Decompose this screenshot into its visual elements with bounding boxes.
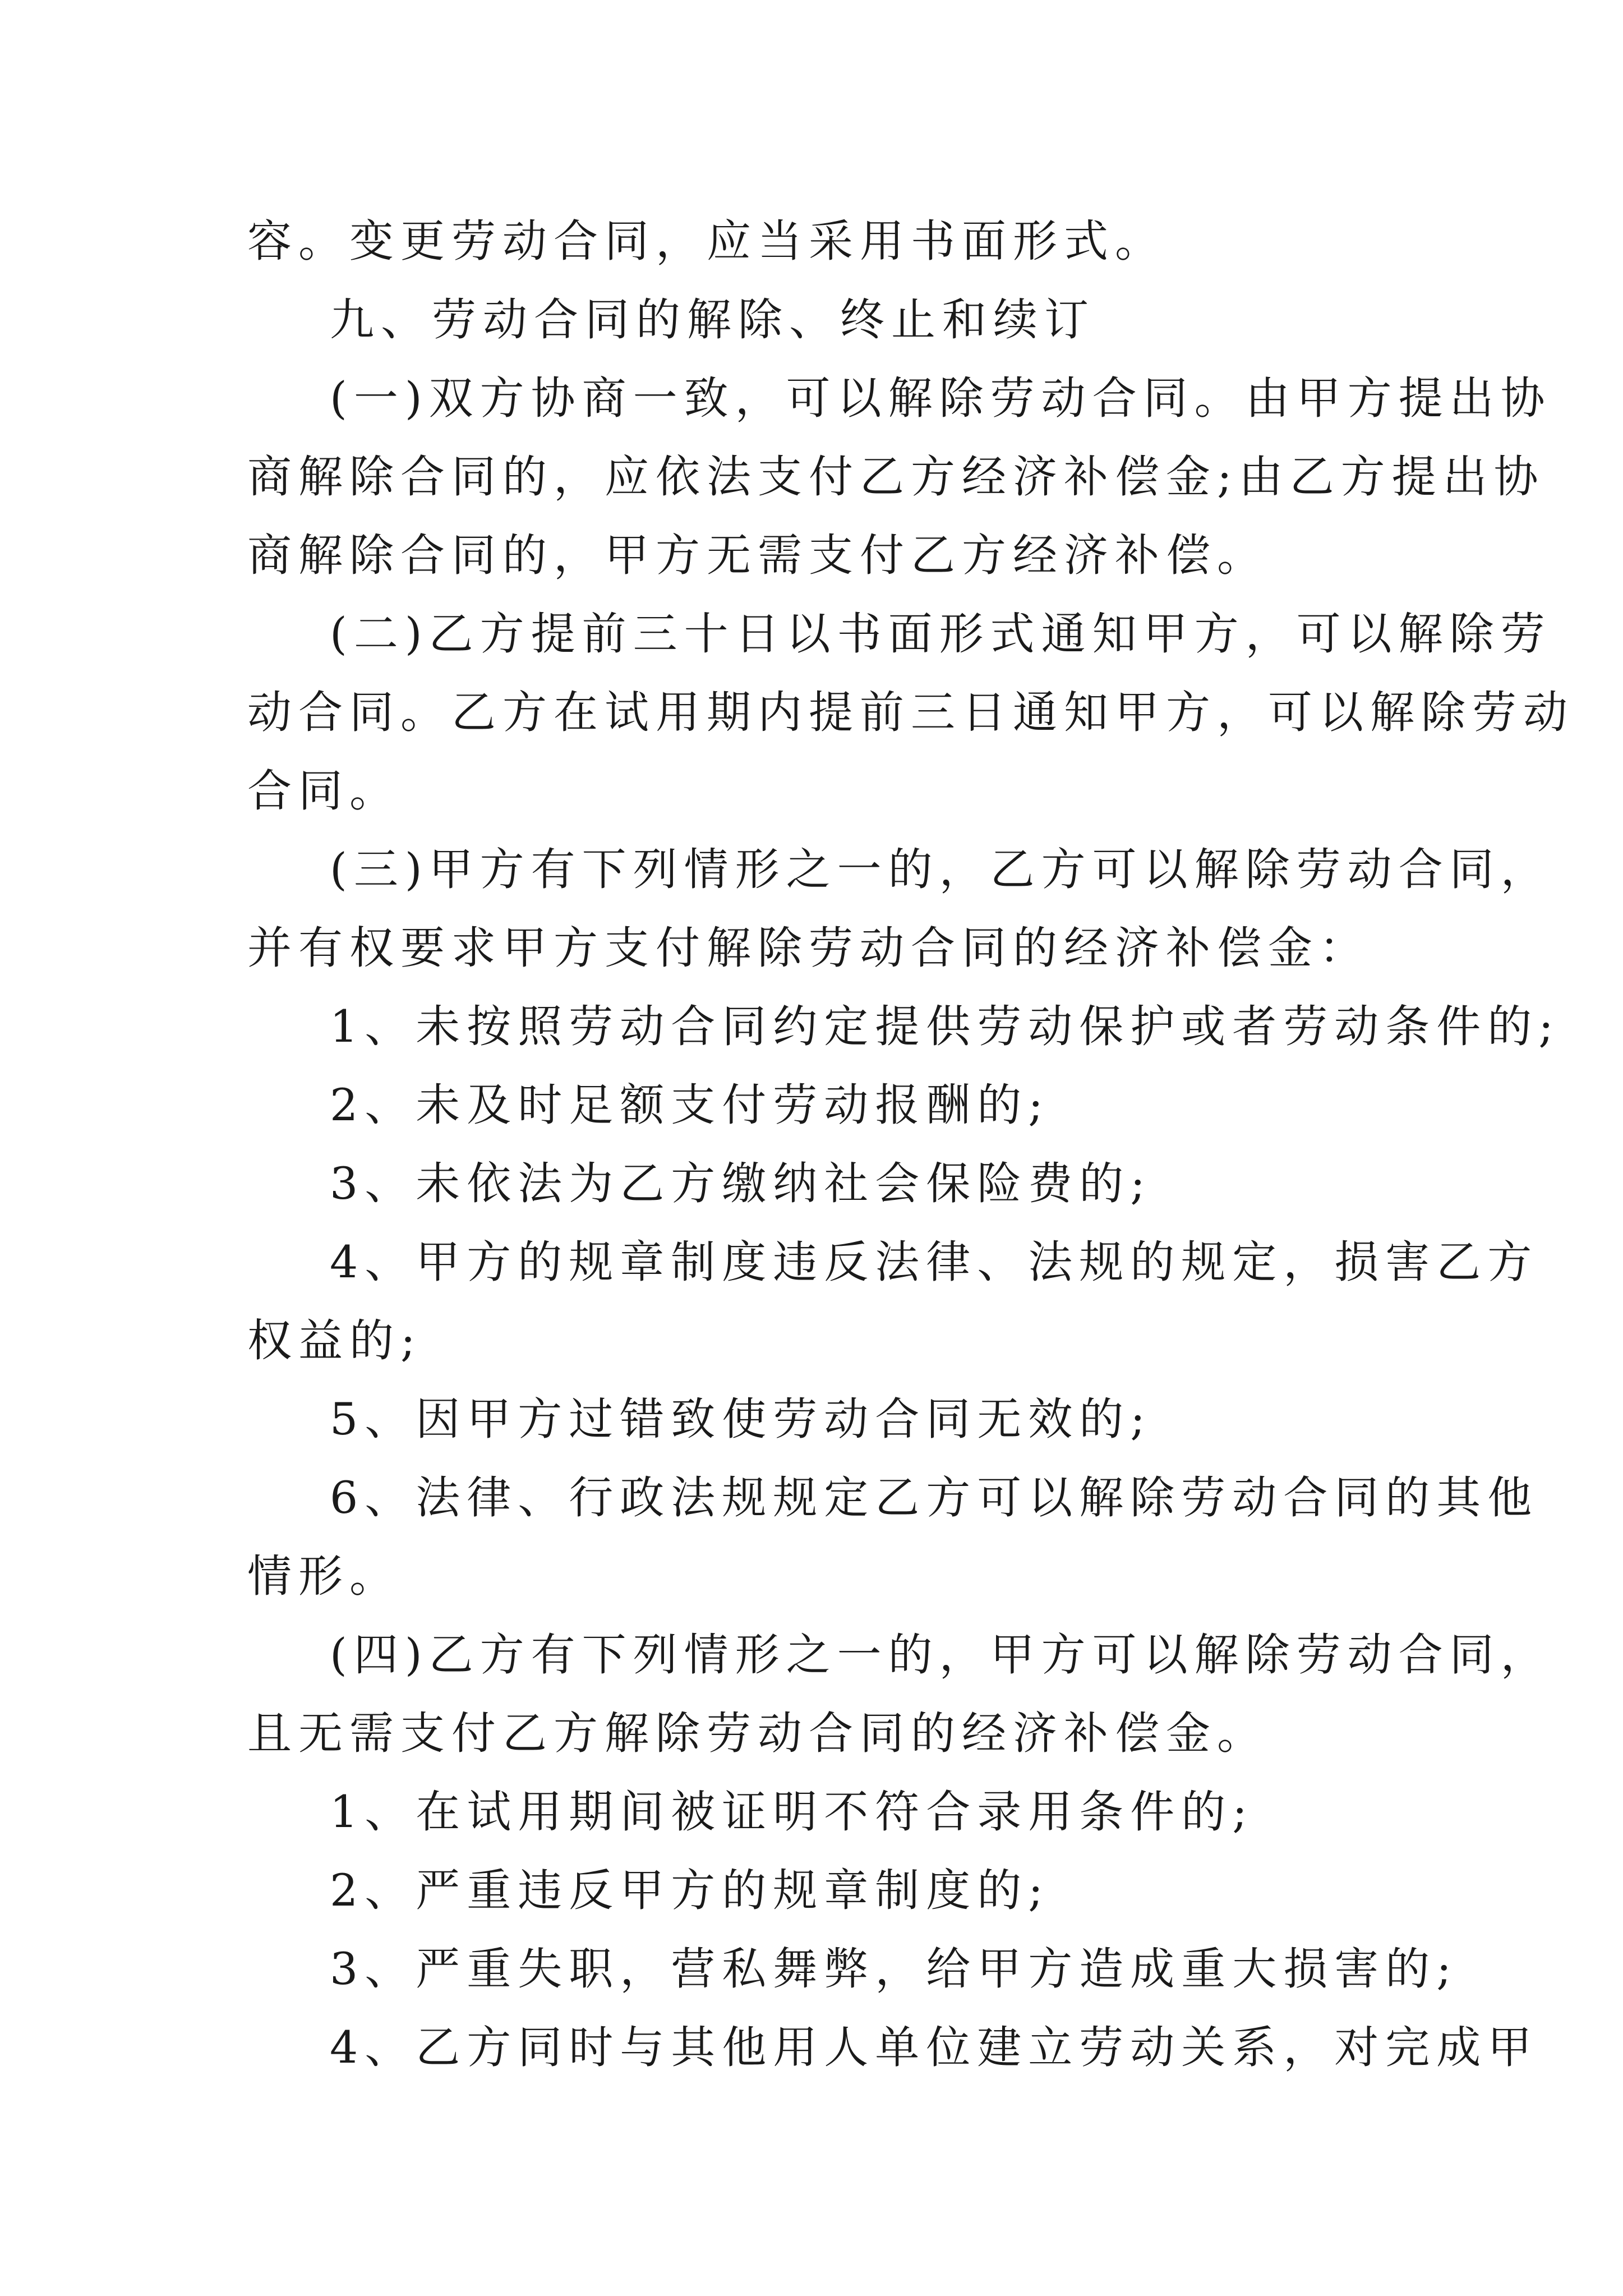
list-item: 6、法律、行政法规规定乙方可以解除劳动合同的其他: [330, 1472, 1539, 1524]
paragraph-line: (二)乙方提前三十日以书面形式通知甲方，可以解除劳: [330, 608, 1552, 660]
paragraph-line: (三)甲方有下列情形之一的，乙方可以解除劳动合同，: [330, 844, 1552, 895]
paragraph-line: (四)乙方有下列情形之一的，甲方可以解除劳动合同，: [330, 1629, 1552, 1681]
paragraph-line: 合同。: [247, 765, 400, 817]
section-heading: 九、劳动合同的解除、终止和续订: [330, 294, 1095, 346]
list-item-continuation: 情形。: [247, 1550, 400, 1602]
paragraph-line: 并有权要求甲方支付解除劳动合同的经济补偿金：: [247, 922, 1370, 974]
paragraph-line: 动合同。乙方在试用期内提前三日通知甲方，可以解除劳动: [247, 687, 1574, 738]
list-item: 1、在试用期间被证明不符合录用条件的;: [330, 1786, 1254, 1838]
list-item: 2、严重违反甲方的规章制度的;: [330, 1865, 1050, 1916]
paragraph-line: 容。变更劳动合同，应当采用书面形式。: [247, 215, 1166, 267]
paragraph-line: (一)双方协商一致，可以解除劳动合同。由甲方提出协: [330, 372, 1552, 424]
list-item: 1、未按照劳动合同约定提供劳动保护或者劳动条件的;: [330, 1001, 1560, 1052]
paragraph-line: 商解除合同的，应依法支付乙方经济补偿金;由乙方提出协: [247, 451, 1545, 503]
list-item: 4、乙方同时与其他用人单位建立劳动关系，对完成甲: [330, 2022, 1539, 2073]
list-item-continuation: 权益的;: [247, 1315, 422, 1366]
list-item: 3、未依法为乙方缴纳社会保险费的;: [330, 1158, 1152, 1209]
list-item: 3、严重失职，营私舞弊，给甲方造成重大损害的;: [330, 1943, 1458, 1995]
list-item: 2、未及时足额支付劳动报酬的;: [330, 1079, 1050, 1131]
paragraph-line: 商解除合同的，甲方无需支付乙方经济补偿。: [247, 530, 1268, 581]
list-item: 4、甲方的规章制度违反法律、法规的规定，损害乙方: [330, 1236, 1539, 1288]
paragraph-line: 且无需支付乙方解除劳动合同的经济补偿金。: [247, 1708, 1268, 1759]
list-item: 5、因甲方过错致使劳动合同无效的;: [330, 1393, 1152, 1445]
